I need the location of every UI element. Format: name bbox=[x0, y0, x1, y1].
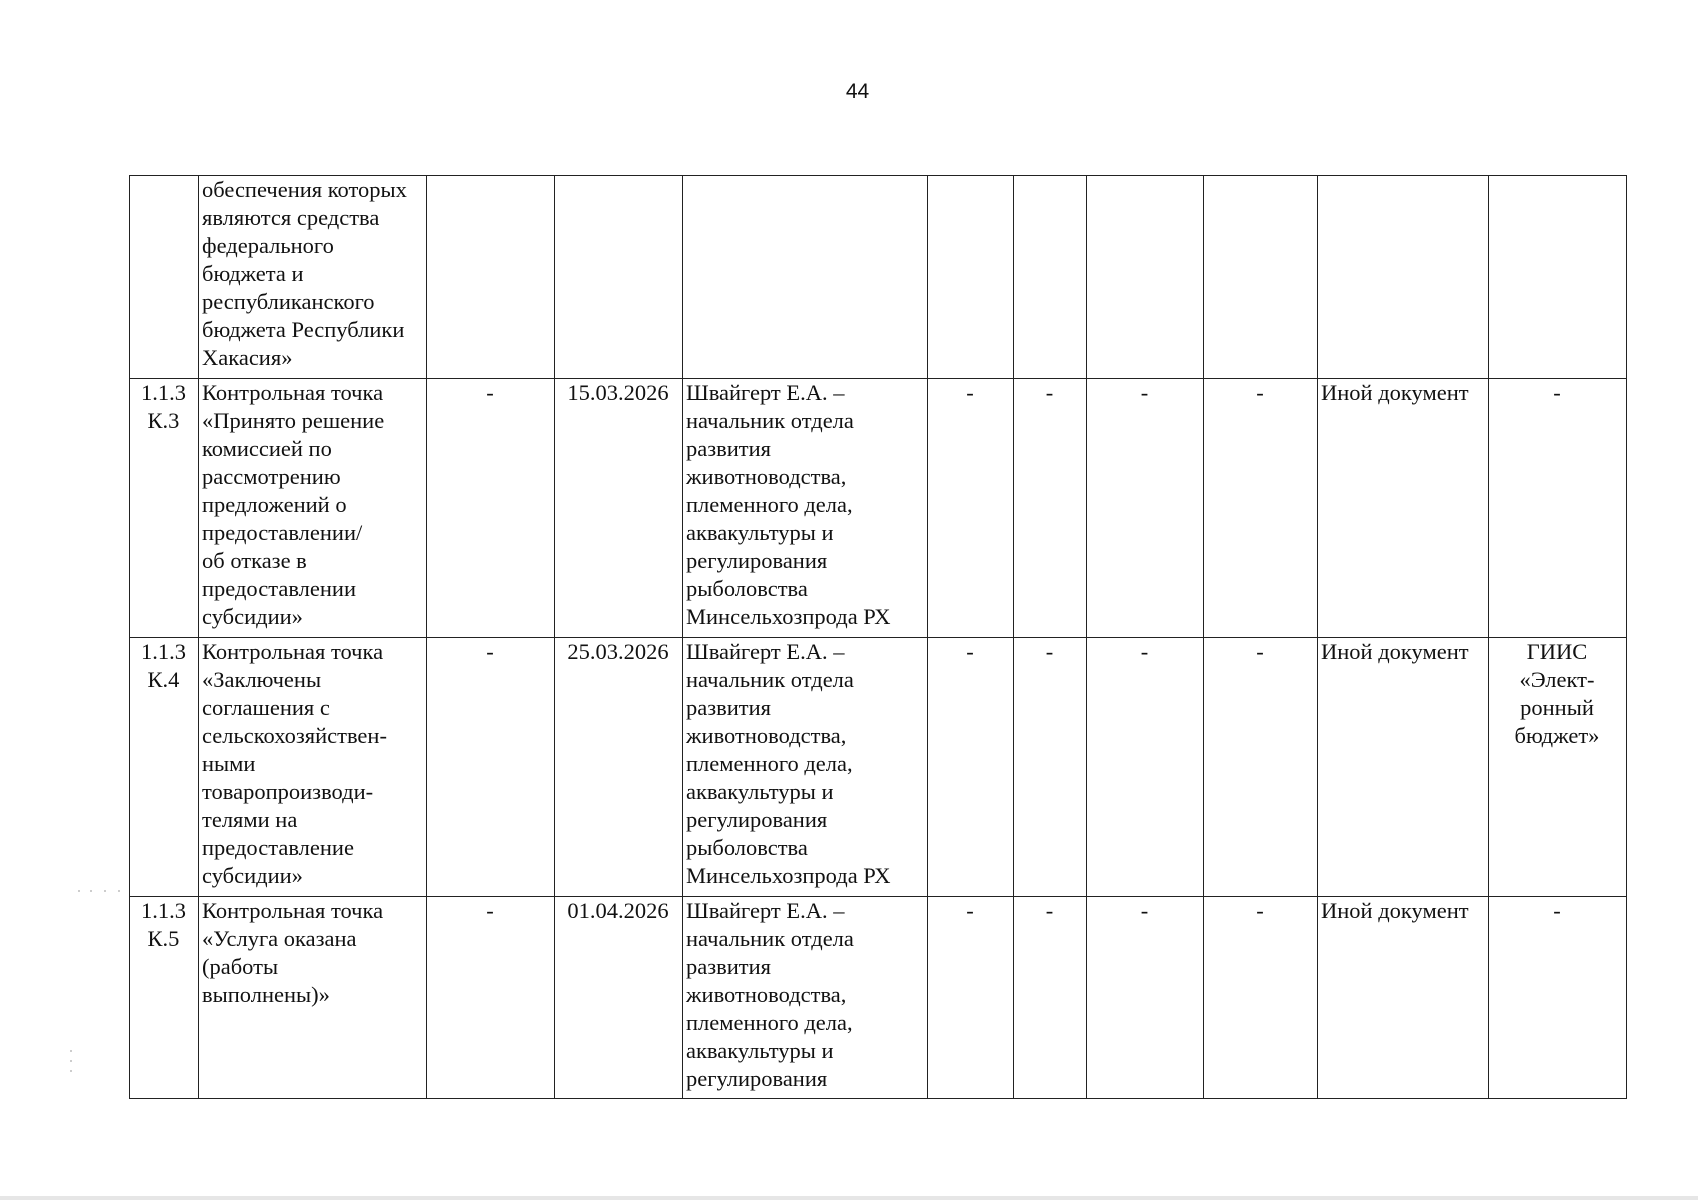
start-date-cell: - bbox=[427, 638, 555, 897]
value-cell: - bbox=[1087, 379, 1204, 638]
page-number: 44 bbox=[845, 80, 870, 103]
name-cell: Контрольная точка «Принято решение комиссией по рассмотрению предложений о предоставлении/ об отказе в предоставлении субсидии» bbox=[199, 379, 427, 638]
value-cell bbox=[1204, 176, 1318, 379]
row-number-cell: 1.1.3 К.4 bbox=[130, 638, 199, 897]
document-type-cell bbox=[1318, 176, 1489, 379]
table-row bbox=[130, 176, 1627, 379]
value-cell: - bbox=[1087, 638, 1204, 897]
name-cell: Контрольная точка «Заключены соглашения с сельскохозяйствен- ными товаропроизводи- телями на предоставление субсидии» bbox=[199, 638, 427, 897]
table-body bbox=[130, 176, 1627, 1099]
info-system-cell: - bbox=[1489, 897, 1627, 1099]
value-cell bbox=[1087, 176, 1204, 379]
responsible-cell: Швайгерт Е.А. – начальник отдела развития животноводства, племенного дела, аквакультуры и регулирования bbox=[683, 897, 928, 1099]
end-date-cell: 01.04.2026 bbox=[555, 897, 683, 1099]
table-row bbox=[130, 638, 1627, 897]
value-cell bbox=[1014, 176, 1087, 379]
control-points-table bbox=[129, 175, 1627, 1099]
scan-artifact bbox=[70, 880, 130, 1080]
value-cell: - bbox=[928, 897, 1014, 1099]
end-date-cell bbox=[555, 176, 683, 379]
value-cell: - bbox=[1014, 379, 1087, 638]
document-type-cell: Иной документ bbox=[1318, 638, 1489, 897]
value-cell: - bbox=[1087, 897, 1204, 1099]
value-cell bbox=[928, 176, 1014, 379]
row-number-cell bbox=[130, 176, 199, 379]
value-cell: - bbox=[1014, 638, 1087, 897]
start-date-cell bbox=[427, 176, 555, 379]
table-row bbox=[130, 379, 1627, 638]
page-edge bbox=[0, 1196, 1698, 1200]
name-cell: обеспечения которых являются средства федерального бюджета и республиканского бюджета Республики Хакасия» bbox=[199, 176, 427, 379]
value-cell: - bbox=[1204, 638, 1318, 897]
responsible-cell bbox=[683, 176, 928, 379]
value-cell: - bbox=[1204, 897, 1318, 1099]
responsible-cell: Швайгерт Е.А. – начальник отдела развития животноводства, племенного дела, аквакультуры и регулирования рыболовства Минсельхозпрода РХ bbox=[683, 379, 928, 638]
value-cell: - bbox=[928, 638, 1014, 897]
start-date-cell: - bbox=[427, 897, 555, 1099]
row-number-cell: 1.1.3 К.3 bbox=[130, 379, 199, 638]
name-cell: Контрольная точка «Услуга оказана (работы выполнены)» bbox=[199, 897, 427, 1099]
info-system-cell: ГИИС «Элект- ронный бюджет» bbox=[1489, 638, 1627, 897]
end-date-cell: 15.03.2026 bbox=[555, 379, 683, 638]
document-type-cell: Иной документ bbox=[1318, 897, 1489, 1099]
info-system-cell: - bbox=[1489, 379, 1627, 638]
value-cell: - bbox=[1204, 379, 1318, 638]
document-type-cell: Иной документ bbox=[1318, 379, 1489, 638]
value-cell: - bbox=[1014, 897, 1087, 1099]
end-date-cell: 25.03.2026 bbox=[555, 638, 683, 897]
row-number-cell: 1.1.3 К.5 bbox=[130, 897, 199, 1099]
start-date-cell: - bbox=[427, 379, 555, 638]
value-cell: - bbox=[928, 379, 1014, 638]
info-system-cell bbox=[1489, 176, 1627, 379]
responsible-cell: Швайгерт Е.А. – начальник отдела развития животноводства, племенного дела, аквакультуры и регулирования рыболовства Минсельхозпрода РХ bbox=[683, 638, 928, 897]
table-row bbox=[130, 897, 1627, 1099]
